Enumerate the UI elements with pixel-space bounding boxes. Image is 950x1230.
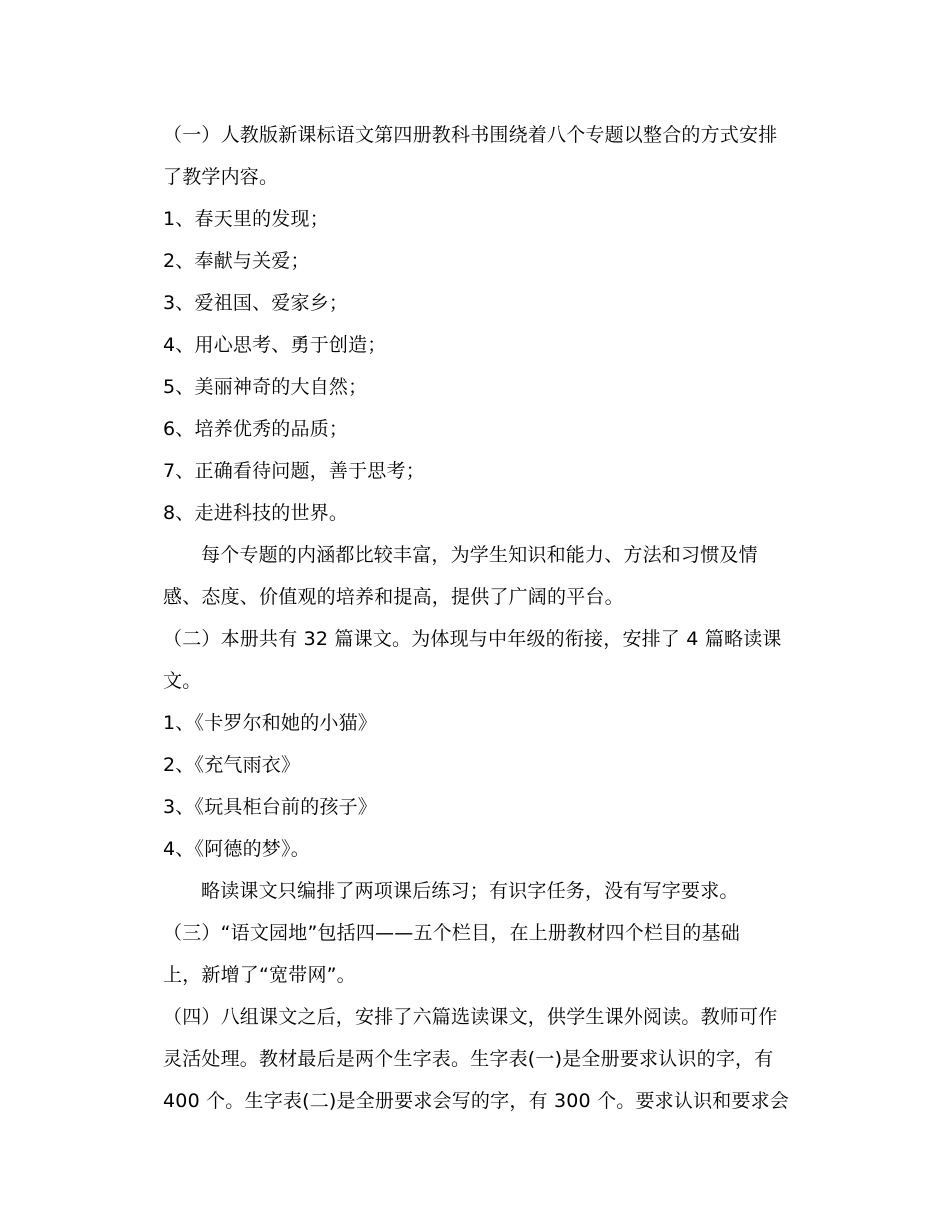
- list-item: 8、走进科技的世界。: [163, 502, 349, 524]
- list-item: 3、爱祖国、爱家乡；: [163, 292, 349, 314]
- list-item: 1、春天里的发现；: [163, 208, 329, 230]
- paragraph-line: （三）“语文园地”包括四——五个栏目，在上册教材四个栏目的基础: [163, 922, 740, 944]
- paragraph-line: 400 个。生字表(二)是全册要求会写的字，有 300 个。要求认识和要求会: [163, 1090, 790, 1112]
- list-item: 4、《阿德的梦》。: [163, 838, 310, 860]
- paragraph-line: 文。: [163, 670, 202, 692]
- list-item: 6、培养优秀的品质；: [163, 418, 349, 440]
- list-item: 4、用心思考、勇于创造；: [163, 334, 387, 356]
- document-page: [163, 114, 790, 1122]
- paragraph-line: 上，新增了“宽带网”。: [163, 964, 356, 986]
- paragraph-line: 了教学内容。: [163, 166, 279, 188]
- paragraph-line: （一）人教版新课标语文第四册教科书围绕着八个专题以整合的方式安排: [163, 124, 778, 146]
- list-item: 2、奉献与关爱；: [163, 250, 310, 272]
- paragraph-line: 略读课文只编排了两项课后练习；有识字任务，没有写字要求。: [201, 880, 739, 902]
- paragraph-line: 每个专题的内涵都比较丰富，为学生知识和能力、方法和习惯及情: [201, 544, 758, 566]
- list-item: 3、《玩具柜台前的孩子》: [163, 796, 377, 818]
- list-item: 1、《卡罗尔和她的小猫》: [163, 712, 377, 734]
- paragraph-line: 感、态度、价值观的培养和提高，提供了广阔的平台。: [163, 586, 624, 608]
- list-item: 5、美丽神奇的大自然；: [163, 376, 368, 398]
- list-item: 2、《充气雨衣》: [163, 754, 301, 776]
- paragraph-line: （四）八组课文之后，安排了六篇选读课文，供学生课外阅读。教师可作: [163, 1006, 778, 1028]
- list-item: 7、正确看待问题，善于思考；: [163, 460, 425, 482]
- paragraph-line: （二）本册共有 32 篇课文。为体现与中年级的衔接，安排了 4 篇略读课: [163, 628, 782, 650]
- paragraph-line: 灵活处理。教材最后是两个生字表。生字表(一)是全册要求认识的字，有: [163, 1048, 774, 1070]
